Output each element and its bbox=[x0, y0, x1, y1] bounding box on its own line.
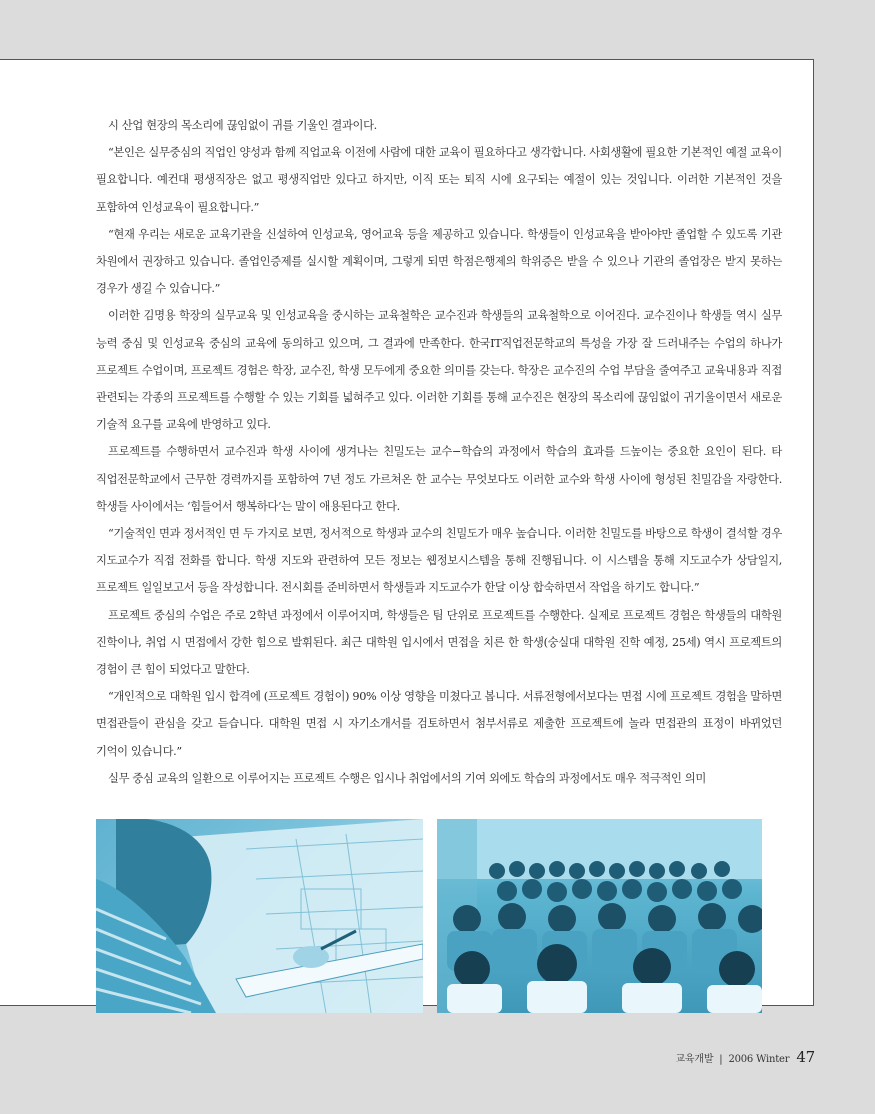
article-paragraph: 시 산업 현장의 목소리에 끊임없이 귀를 기울인 결과이다. bbox=[108, 119, 377, 132]
magazine-page bbox=[0, 59, 814, 1006]
drafting-illustration bbox=[96, 819, 423, 1013]
page-footer bbox=[675, 1048, 815, 1066]
issue-label: 2006 Winter bbox=[728, 1054, 790, 1065]
photo-classroom-students bbox=[437, 819, 762, 1013]
article-paragraph: “현재 우리는 새로운 교육기관을 신설하여 인성교육, 영어교육 등을 제공하고 있습니다. 학생들이 인성교육을 받아야만 졸업할 수 있도록 기관 차원에서 권장하고 있습니다. 졸업인증제를 실시할 계획이며, 그렇게 되면 학점은행제의 학위증은 받을 수 있으나 기관의 졸업장은 받지 못하는 경우가 생길 수 있습니다.” bbox=[96, 227, 782, 296]
article-paragraph: 실무 중심 교육의 일환으로 이루어지는 프로젝트 수행은 입시나 취업에서의 기여 외에도 학습의 과정에서도 매우 적극적인 의미 bbox=[108, 771, 706, 785]
article-paragraph: 이러한 김명용 학장의 실무교육 및 인성교육을 중시하는 교육철학은 교수진과 학생들의 교육철학으로 이어진다. 교수진이나 학생들 역시 실무 능력 중심 및 인성교육 중심의 교육에 동의하고 있으며, 그 결과에 만족한다. 한국IT직업전문학교의 특성을 가장 잘 드러내주는 수업의 하나가 프로젝트 수업이며, 프로젝트 경험은 학장, 교수진, 학생 모두에게 중요한 의미를 갖는다. 학장은 교수진의 수업 부담을 줄여주고 교육내용과 직접 관련되는 각종의 프로젝트를 수행할 수 있는 기회를 넓혀주고 있다. 이러한 기회를 통해 교수진은 현장의 목소리에 끊임없이 귀기울이면서 새로운 기술적 요구를 교육에 반영하고 있다. bbox=[96, 309, 782, 432]
article-paragraph: “기술적인 면과 정서적인 면 두 가지로 보면, 정서적으로 학생과 교수의 친밀도가 매우 높습니다. 이러한 친밀도를 바탕으로 학생이 결석할 경우 지도교수가 직접 전화를 합니다. 학생 지도와 관련하여 모든 정보는 웹정보시스템을 통해 진행됩니다. 이 시스템을 통해 지도교수가 상담일지, 프로젝트 일일보고서 등을 작성합니다. 전시회를 준비하면서 학생들과 지도교수가 한달 이상 합숙하면서 작업을 하기도 합니다.” bbox=[96, 527, 782, 595]
article-body bbox=[96, 112, 782, 792]
article-paragraph: “개인적으로 대학원 입시 합격에 (프로젝트 경험이) 90% 이상 영향을 미쳤다고 봅니다. 서류전형에서보다는 면접 시에 프로젝트 경험을 말하면 면접관들이 관심을 갖고 듣습니다. 대학원 면접 시 자기소개서를 검토하면서 첨부서류로 제출한 프로젝트에 놀라 면접관의 표정이 바뀌었던 기억이 있습니다.” bbox=[96, 690, 782, 758]
footer-separator: | bbox=[719, 1054, 723, 1065]
article-paragraph: “본인은 실무중심의 직업인 양성과 함께 직업교육 이전에 사람에 대한 교육이 필요하다고 생각합니다. 사회생활에 필요한 기본적인 예절 교육이 필요합니다. 예컨대 평생직장은 없고 평생직업만 있다고 하지만, 이직 또는 퇴직 시에 요구되는 예절이 있는 것입니다. 이러한 기본적인 것을 포함하여 인성교육이 필요합니다.” bbox=[96, 146, 782, 214]
classroom-illustration bbox=[437, 819, 762, 1013]
page-number: 47 bbox=[796, 1048, 815, 1066]
magazine-name: 교육개발 bbox=[675, 1054, 714, 1065]
photo-student-drafting bbox=[96, 819, 423, 1013]
article-paragraph: 프로젝트를 수행하면서 교수진과 학생 사이에 생겨나는 친밀도는 교수−학습의 과정에서 학습의 효과를 드높이는 중요한 요인이 된다. 타 직업전문학교에서 근무한 경력까지를 포함하여 7년 정도 가르쳐온 한 교수는 무엇보다도 이러한 교수와 학생 사이에 형성된 친밀감을 자랑한다. 학생들 사이에서는 ‘힘들어서 행복하다’는 말이 애용된다고 한다. bbox=[96, 445, 782, 513]
article-paragraph: 프로젝트 중심의 수업은 주로 2학년 과정에서 이루어지며, 학생들은 팀 단위로 프로젝트를 수행한다. 실제로 프로젝트 경험은 학생들의 대학원 진학이나, 취업 시 면접에서 강한 힘으로 발휘된다. 최근 대학원 입시에서 면접을 치른 한 학생(숭실대 대학원 진학 예정, 25세) 역시 프로젝트의 경험이 큰 힘이 되었다고 말한다. bbox=[96, 608, 782, 677]
